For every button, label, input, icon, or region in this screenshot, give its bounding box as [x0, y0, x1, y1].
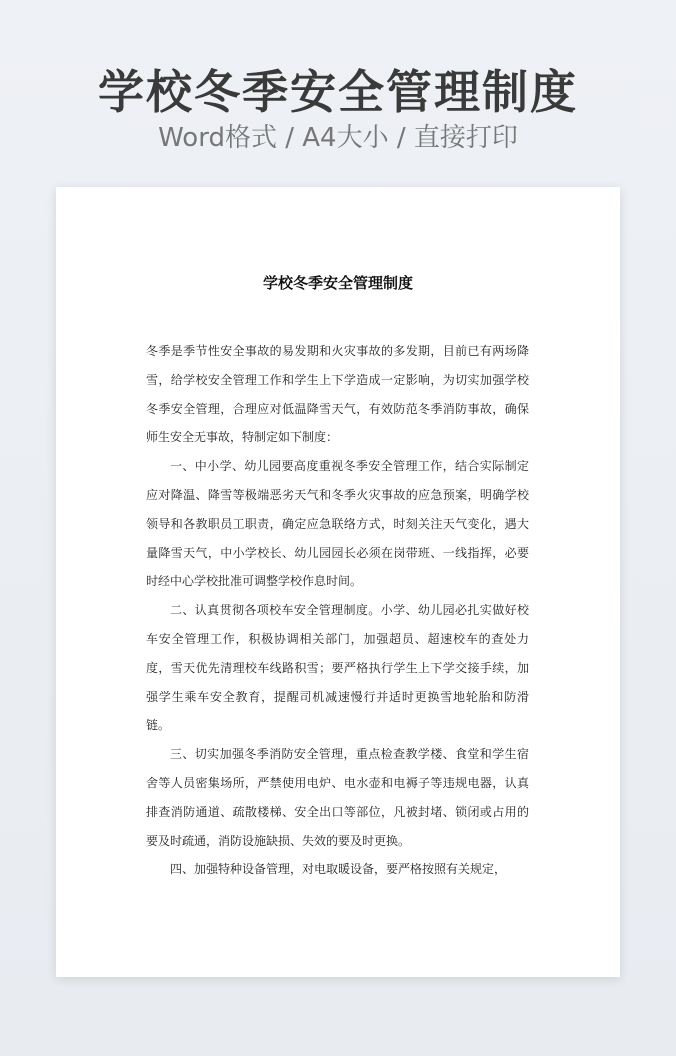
paragraph-item-3: 三、切实加强冬季消防安全管理，重点检查教学楼、食堂和学生宿舍等人员密集场所，严禁使用电炉、电水壶和电褥子等违规电器，认真排查消防通道、疏散楼梯、安全出口等部位，凡被封堵、锁闭或占用的要及时疏通，消防设施缺损、失效的要及时更换。: [146, 747, 529, 848]
paragraph-intro: 冬季是季节性安全事故的易发期和火灾事故的多发期，目前已有两场降雪，给学校安全管理工作和学生上下学造成一定影响，为切实加强学校冬季安全管理，合理应对低温降雪天气，有效防范冬季消防事故，确保师生安全无事故，特制定如下制度：: [146, 344, 529, 445]
document-title: 学校冬季安全管理制度: [262, 274, 413, 292]
paragraph-item-4: 四、加强特种设备管理，对电取暖设备，要严格按照有关规定，: [170, 862, 507, 877]
document-page: [56, 187, 620, 977]
paragraph-item-1: 一、中小学、幼儿园要高度重视冬季安全管理工作，结合实际制定应对降温、降雪等极端恶劣天气和冬季火灾事故的应急预案，明确学校领导和各教职员工职责，确定应急联络方式，时刻关注天气变化，遇大量降雪天气，中小学校长、幼儿园园长必须在岗带班、一线指挥，必要时经中心学校批准可调整学校作息时间。: [146, 459, 529, 589]
banner-subtitle: Word格式 / A4大小 / 直接打印: [158, 123, 518, 153]
banner-title: 学校冬季安全管理制度: [98, 65, 578, 119]
paragraph-item-2: 二、认真贯彻各项校车安全管理制度。小学、幼儿园必扎实做好校车安全管理工作，积极协调相关部门，加强超员、超速校车的查处力度，雪天优先清理校车线路积雪；要严格执行学生上下学交接手续，加强学生乘车安全教育，提醒司机减速慢行并适时更换雪地轮胎和防滑链。: [146, 603, 529, 733]
banner-header: [0, 0, 676, 180]
document-body: [146, 337, 529, 884]
